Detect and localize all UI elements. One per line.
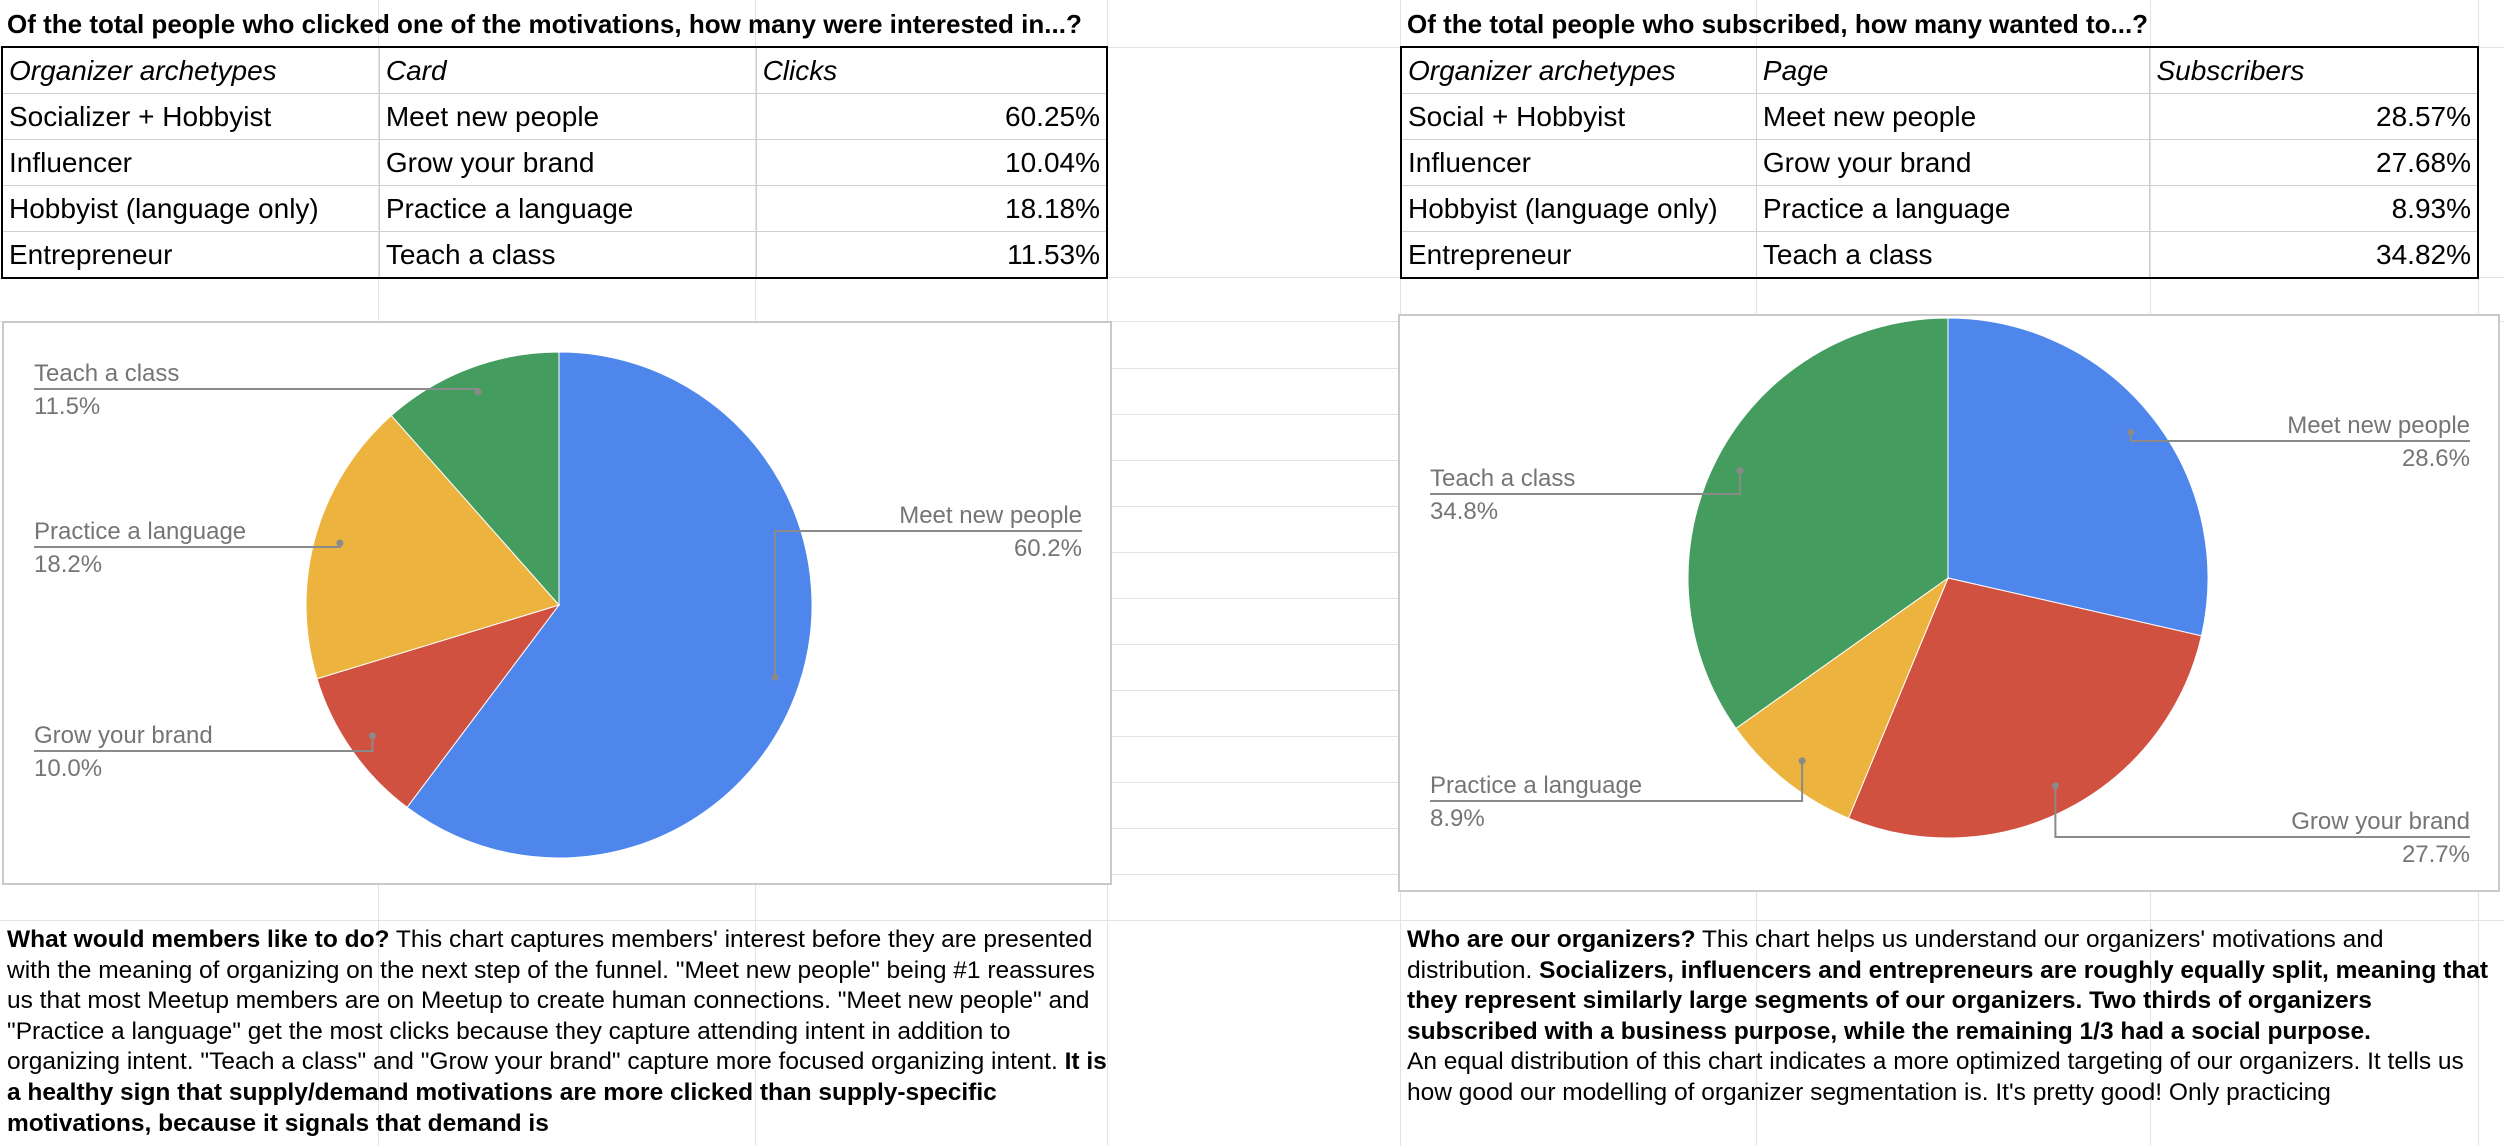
table-cell[interactable]: 60.25% [756, 94, 1106, 140]
table-row [1402, 94, 2478, 140]
slice-value-grow-your-brand: 27.7% [2401, 841, 2470, 868]
leader-line-teach-a-class [34, 389, 478, 392]
slice-label-practice-a-language: Practice a language [34, 518, 247, 545]
column-header: Organizer archetypes [3, 48, 380, 94]
table-cell[interactable]: Practice a language [379, 186, 756, 232]
table-row [3, 232, 1107, 278]
table-row [3, 186, 1107, 232]
left-commentary-lead: What would members like to do? [7, 926, 390, 953]
table-cell[interactable]: 27.68% [2150, 140, 2478, 186]
slice-value-teach-a-class: 11.5% [34, 393, 101, 420]
slice-label-practice-a-language: Practice a language [1430, 772, 1643, 799]
slice-label-teach-a-class: Teach a class [34, 360, 180, 387]
right-pie-chart[interactable] [1398, 314, 2500, 892]
slice-value-grow-your-brand: 10.0% [34, 755, 103, 782]
table-cell[interactable]: 8.93% [2150, 186, 2478, 232]
left-commentary-body: This chart captures members' interest before they are presented with the meaning of organizing on the next step of the funnel. "Meet new people" being #1 reassures us that most Meetup members are on Meetup to create human connections. "Meet new people" and "Practice a language" get the most clicks because they capture attending intent in addition to organizing intent. "Teach a class" and "Grow your brand" capture more focused organizing intent. [7, 926, 1095, 1076]
column-header: Organizer archetypes [1402, 48, 1757, 94]
right-heading: Of the total people who subscribed, how many wanted to...? [1407, 9, 2149, 39]
leader-dot-practice-a-language [1799, 757, 1806, 764]
slice-value-practice-a-language: 8.9% [1430, 805, 1485, 832]
table-cell[interactable]: Meet new people [1756, 94, 2150, 140]
table-cell[interactable]: 10.04% [756, 140, 1106, 186]
table-cell[interactable]: Meet new people [379, 94, 756, 140]
leader-dot-meet-new-people [772, 674, 779, 681]
slice-label-meet-new-people: Meet new people [899, 502, 1082, 529]
table-cell[interactable]: Grow your brand [1756, 140, 2150, 186]
table-row [3, 94, 1107, 140]
table-cell[interactable]: 11.53% [756, 232, 1106, 278]
table-row [1402, 186, 2478, 232]
table-cell[interactable]: Practice a language [1756, 186, 2150, 232]
slice-label-teach-a-class: Teach a class [1430, 465, 1576, 492]
slice-value-practice-a-language: 18.2% [34, 551, 103, 578]
table-row [1402, 232, 2478, 278]
table-cell[interactable]: 18.18% [756, 186, 1106, 232]
right-pie-svg [1400, 316, 2498, 890]
slice-label-grow-your-brand: Grow your brand [2291, 808, 2470, 835]
right-table [1401, 47, 2478, 278]
slice-value-meet-new-people: 60.2% [1013, 535, 1082, 562]
slice-value-teach-a-class: 34.8% [1430, 498, 1499, 525]
leader-dot-grow-your-brand [2052, 782, 2059, 789]
table-cell[interactable]: Influencer [1402, 140, 1757, 186]
right-commentary [1407, 925, 2492, 1146]
left-table [2, 47, 1107, 278]
right-commentary-tail: An equal distribution of this chart indicates a more optimized targeting of our organizers. It tells us how good our modelling of organizer segmentation is. It's pretty good! Only practicing [1407, 1048, 2464, 1106]
table-row [3, 140, 1107, 186]
table-cell[interactable]: Teach a class [1756, 232, 2150, 278]
table-cell[interactable]: Grow your brand [379, 140, 756, 186]
table-cell[interactable]: Teach a class [379, 232, 756, 278]
table-cell[interactable]: Social + Hobbyist [1402, 94, 1757, 140]
left-pie-chart[interactable] [2, 321, 1112, 885]
leader-dot-teach-a-class [475, 389, 482, 396]
right-commentary-emphasis: Socializers, influencers and entrepreneurs are roughly equally split, meaning that they represent similarly large segments of our organizers. Two thirds of organizers subscribed with a business purpose, while the remaining 1/3 had a social purpose. [1407, 956, 2489, 1045]
leader-dot-grow-your-brand [369, 732, 376, 739]
leader-dot-teach-a-class [1737, 467, 1744, 474]
left-heading: Of the total people who clicked one of the motivations, how many were interested in...? [7, 9, 1082, 39]
slice-label-grow-your-brand: Grow your brand [34, 722, 213, 749]
table-header-row [1402, 48, 2478, 94]
column-header: Subscribers [2150, 48, 2478, 94]
table-cell[interactable]: 34.82% [2150, 232, 2478, 278]
slice-value-meet-new-people: 28.6% [2401, 445, 2470, 472]
table-cell[interactable]: Influencer [3, 140, 380, 186]
table-header-row [3, 48, 1107, 94]
table-row [1402, 140, 2478, 186]
leader-dot-practice-a-language [336, 540, 343, 547]
leader-dot-meet-new-people [2127, 429, 2134, 436]
right-commentary-body: This chart helps us understand our organizers' motivations and distribution. [1407, 926, 2384, 984]
table-cell[interactable]: Hobbyist (language only) [3, 186, 380, 232]
column-header: Page [1756, 48, 2150, 94]
table-cell[interactable]: Entrepreneur [3, 232, 380, 278]
table-cell[interactable]: 28.57% [2150, 94, 2478, 140]
left-commentary-emphasis: It is a healthy sign that supply/demand motivations are more clicked than supply-specific motivations, because it signals that demand is [7, 1048, 1107, 1137]
column-header: Clicks [756, 48, 1106, 94]
right-commentary-lead: Who are our organizers? [1407, 926, 1696, 953]
slice-label-meet-new-people: Meet new people [2287, 412, 2470, 439]
table-cell[interactable]: Entrepreneur [1402, 232, 1757, 278]
left-pie-svg [4, 323, 1110, 883]
column-header: Card [379, 48, 756, 94]
table-cell[interactable]: Socializer + Hobbyist [3, 94, 380, 140]
table-cell[interactable]: Hobbyist (language only) [1402, 186, 1757, 232]
left-commentary [7, 925, 1107, 1146]
